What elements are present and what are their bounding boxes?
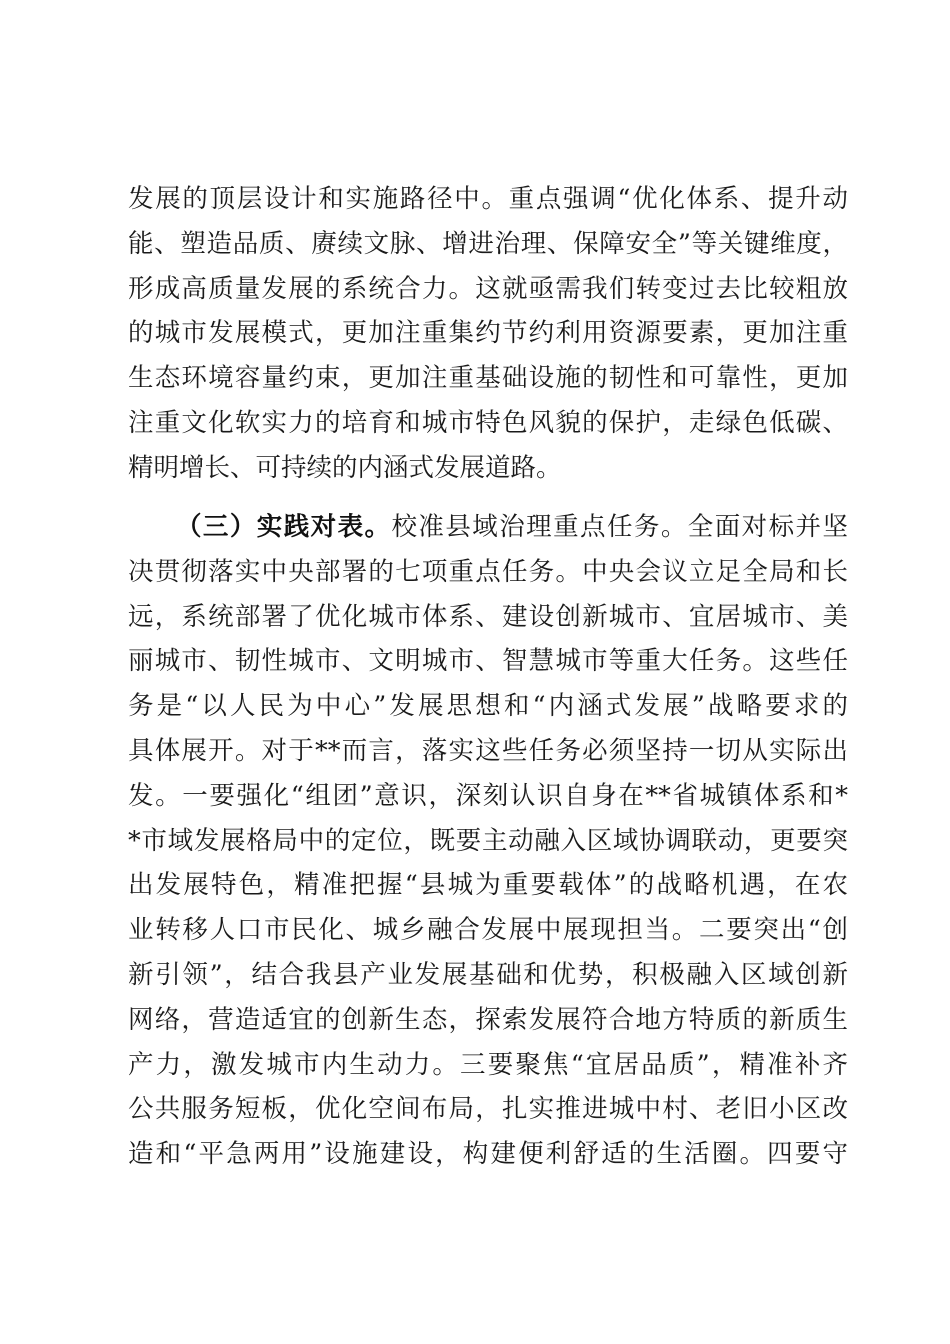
text-line: 新引领”，结合我县产业发展基础和优势，积极融入区域创新 [128,959,848,990]
text-line: 丽城市、韧性城市、文明城市、智慧城市等重大任务。这些任 [128,646,848,677]
text-line: *市域发展格局中的定位，既要主动融入区域协调联动，更要突 [128,825,848,856]
text-line: 产力，激发城市内生动力。三要聚焦“宜居品质”，精准补齐 [128,1049,848,1080]
text-line: 能、塑造品质、赓续文脉、增进治理、保障安全”等关键维度， [128,228,848,259]
paragraph-top-design [128,177,848,491]
paragraph-practice-check [128,505,848,1177]
text-line: 务是“以人民为中心”发展思想和“内涵式发展”战略要求的 [128,691,848,722]
text-line: 业转移人口市民化、城乡融合发展中展现担当。二要突出“创 [128,915,848,946]
text-line: 的城市发展模式，更加注重集约节约利用资源要素，更加注重 [128,318,848,349]
text-line: 出发展特色，精准把握“县城为重要载体”的战略机遇，在农 [128,870,848,901]
section-heading: （三）实践对表。 [176,512,392,542]
text-line: 形成高质量发展的系统合力。这就亟需我们转变过去比较粗放 [128,273,848,304]
text-line: 生态环境容量约束，更加注重基础设施的韧性和可靠性，更加 [128,363,848,394]
text-line: 公共服务短板，优化空间布局，扎实推进城中村、老旧小区改 [128,1094,848,1125]
text-line: 注重文化软实力的培育和城市特色风貌的保护，走绿色低碳、 [128,407,848,438]
text-line: 具体展开。对于**而言，落实这些任务必须坚持一切从实际出 [128,735,848,766]
text-line: 决贯彻落实中央部署的七项重点任务。中央会议立足全局和长 [128,556,848,587]
text-line: 发。一要强化“组团”意识，深刻认识自身在**省城镇体系和* [128,780,848,811]
text-line: 网络，营造适宜的创新生态，探索发展符合地方特质的新质生 [128,1004,848,1035]
text-run: 校准县域治理重点任务。全面对标并坚 [391,512,848,542]
text-line: 发展的顶层设计和实施路径中。重点强调“优化体系、提升动 [128,184,848,214]
text-line: 造和“平急两用”设施建设，构建便利舒适的生活圈。四要守 [128,1139,848,1170]
text-line-first [128,505,848,550]
text-line: 精明增长、可持续的内涵式发展道路。 [128,452,562,483]
text-line: 远，系统部署了优化城市体系、建设创新城市、宜居城市、美 [128,601,848,632]
